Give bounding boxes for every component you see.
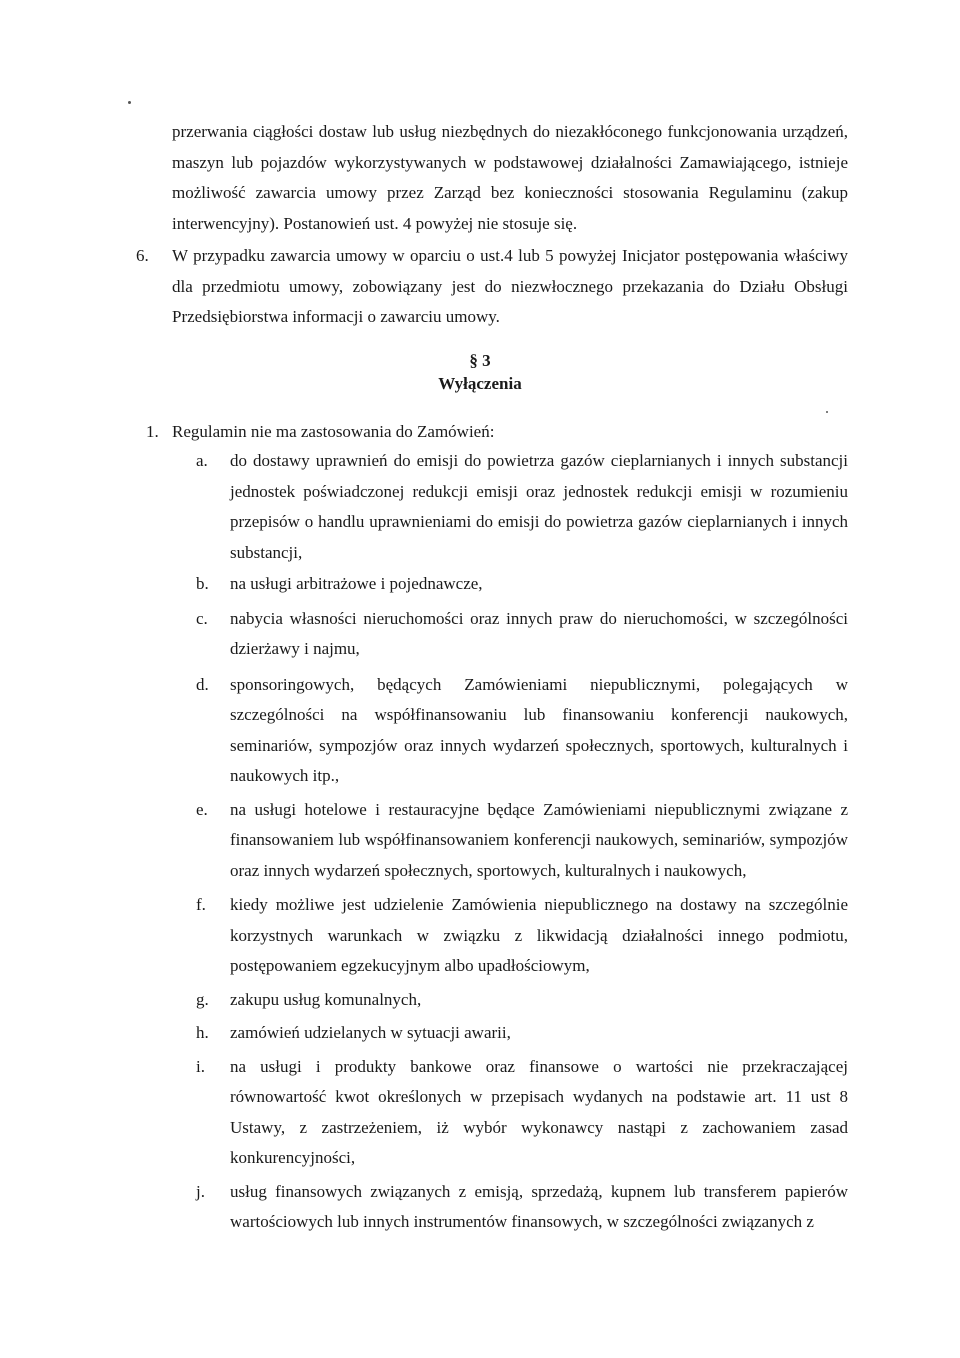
list-item-1 — [146, 418, 846, 446]
intro-paragraph: przerwania ciągłości dostaw lub usług niezbędnych do niezakłóconego funkcjonowania urządzeń, maszyn lub pojazdów wykorzystywanych w podstawowej działalności Zamawiającego, istnieje możliwość zawarcia umowy przez Zarząd bez konieczności stosowania Regulaminu (zakup interwencyjny). Postanowień ust. 4 powyżej nie stosuje się. — [172, 122, 848, 233]
list-item-text: na usługi hotelowe i restauracyjne będące Zamówieniami niepublicznymi związane z finansowaniem lub współfinansowaniem konferencji naukowych, seminariów, sympozjów oraz innych wydarzeń społecznych, sportowych, kulturalnych i naukowych, — [230, 799, 848, 880]
list-item — [196, 446, 848, 568]
list-marker: h. — [196, 1023, 209, 1042]
exclusions-list — [196, 446, 848, 1238]
list-marker: c. — [196, 608, 208, 628]
list-item-text: na usługi arbitrażowe i pojednawcze, — [230, 574, 483, 593]
list-item — [196, 1018, 848, 1049]
section-title: Wyłączenia — [438, 374, 522, 393]
list-marker: a. — [196, 451, 208, 470]
scan-speck — [826, 411, 828, 413]
list-marker: d. — [196, 674, 209, 694]
list-item — [196, 795, 848, 887]
list-marker: f. — [196, 895, 206, 914]
list-item-text: do dostawy uprawnień do emisji do powietrza gazów cieplarnianych i innych substancji jednostek poświadczonej redukcji emisji oraz jednostek redukcji emisji w rozumieniu przepisów o handlu uprawnieniami do emisji do powietrza gazów cieplarnianych i innych substancji, — [230, 451, 848, 562]
section-number: § 3 — [469, 351, 491, 370]
list-item — [196, 670, 848, 792]
list-marker: i. — [196, 1056, 205, 1076]
scan-speck — [128, 101, 131, 104]
list-marker: g. — [196, 989, 209, 1009]
item-number: 1. — [146, 422, 159, 441]
paragraph-text: W przypadku zawarcia umowy w oparciu o ust.4 lub 5 powyżej Inicjator postępowania właściwy dla przedmiotu umowy, zobowiązany jest do niezwłocznego przekazania do Działu Obsługi Przedsiębiorstwa informacji o zawarciu umowy. — [172, 246, 848, 326]
list-item-text: sponsoringowych, będących Zamówieniami niepublicznymi, polegających w szczególności na współfinansowaniu lub finansowaniu konferencji naukowych, seminariów, sympozjów oraz innych wydarzeń społecznych, sportowych, kulturalnych i naukowych itp., — [230, 674, 848, 785]
list-item — [196, 890, 848, 982]
list-item — [196, 1052, 848, 1174]
list-item-text: na usługi i produkty bankowe oraz finansowe o wartości nie przekraczającej równowartość kwot określonych w przepisach wydanych na podstawie art. 11 ust 8 Ustawy, z zastrzeżeniem, iż wybór wykonawcy nastąpi z zachowaniem zasad konkurencyjności, — [230, 1056, 848, 1167]
list-marker: e. — [196, 799, 208, 819]
list-item-text: kiedy możliwe jest udzielenie Zamówienia niepublicznego na dostawy na szczególnie korzystnych warunkach w związku z likwidacją działalności innego podmiotu, postępowaniem egzekucyjnym albo upadłościowym, — [230, 895, 848, 975]
list-item — [196, 604, 848, 665]
paragraph-number: 6. — [136, 246, 149, 265]
list-marker: j. — [196, 1181, 205, 1201]
paragraph-6 — [136, 241, 848, 333]
item-text: Regulamin nie ma zastosowania do Zamówień: — [172, 422, 495, 441]
list-item — [196, 985, 848, 1016]
list-marker: b. — [196, 574, 209, 593]
list-item — [196, 569, 848, 600]
list-item-text: nabycia własności nieruchomości oraz innych praw do nieruchomości, w szczególności dzierżawy i najmu, — [230, 608, 848, 658]
list-item-text: zakupu usług komunalnych, — [230, 989, 422, 1009]
list-item — [196, 1177, 848, 1238]
list-item-text: zamówień udzielanych w sytuacji awarii, — [230, 1023, 511, 1042]
list-item-text: usług finansowych związanych z emisją, sprzedażą, kupnem lub transferem papierów wartościowych lub innych instrumentów finansowych, w szczególności związanych z — [230, 1181, 848, 1231]
